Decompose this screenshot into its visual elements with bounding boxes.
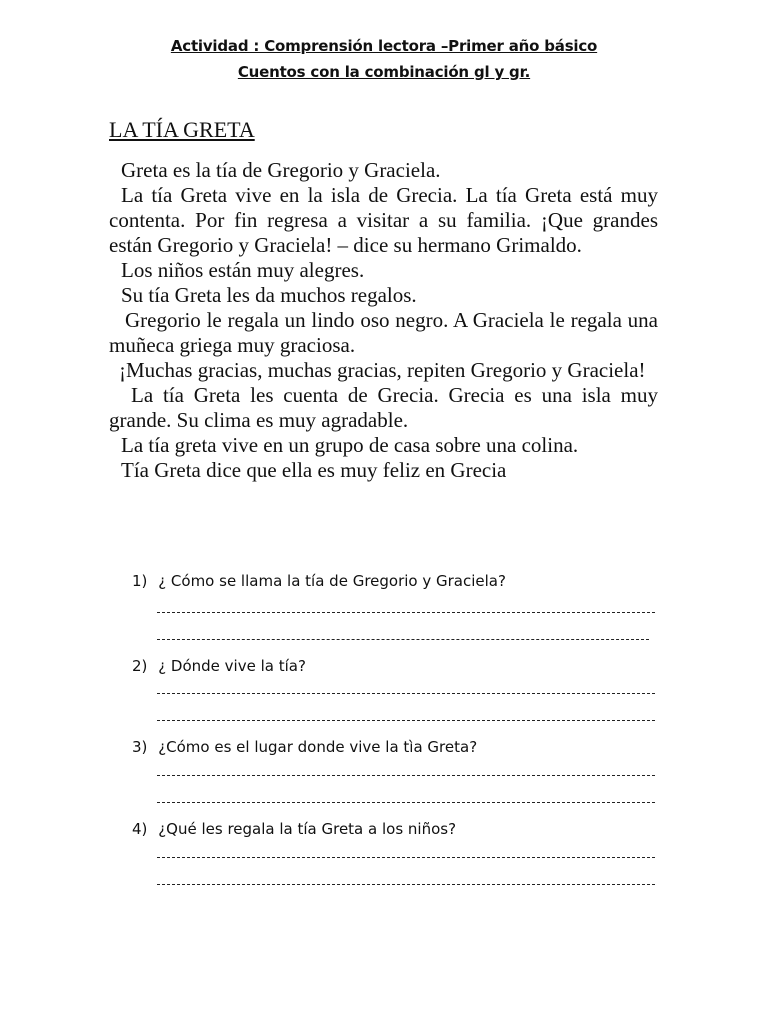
question-number: 1): [132, 572, 148, 590]
answer-line[interactable]: [157, 693, 655, 694]
question-4: [132, 820, 456, 838]
story-paragraph: La tía greta vive en un grupo de casa sobre una colina.: [121, 433, 579, 457]
story-paragraph: La tía Greta les cuenta de Grecia. Grecia es una isla muy grande. Su clima es muy agradable.: [109, 383, 658, 432]
story-paragraph: Los niños están muy alegres.: [121, 258, 365, 282]
question-text: ¿ Cómo se llama la tía de Gregorio y Graciela?: [158, 572, 506, 590]
answer-line[interactable]: [157, 612, 655, 613]
story-paragraph: Tía Greta dice que ella es muy feliz en Grecia: [121, 458, 507, 482]
question-number: 3): [132, 738, 148, 756]
worksheet-subheading: Cuentos con la combinación gl y gr.: [237, 63, 531, 81]
story-paragraph: Gregorio le regala un lindo oso negro. A Graciela le regala una muñeca griega muy graciosa.: [109, 308, 658, 357]
answer-line[interactable]: [157, 857, 655, 858]
story-paragraph: Su tía Greta les da muchos regalos.: [121, 283, 417, 307]
answer-line[interactable]: [157, 802, 655, 803]
story-paragraph: ¡Muchas gracias, muchas gracias, repiten Gregorio y Graciela!: [119, 358, 646, 382]
question-number: 2): [132, 657, 148, 675]
answer-line[interactable]: [157, 775, 655, 776]
question-3: [132, 738, 477, 756]
story-body: [109, 158, 658, 483]
story-paragraph: Greta es la tía de Gregorio y Graciela.: [121, 158, 441, 182]
answer-line[interactable]: [157, 884, 655, 885]
answer-line[interactable]: [157, 639, 649, 640]
worksheet-heading: Actividad : Comprensión lectora –Primer año básico: [170, 37, 598, 55]
question-number: 4): [132, 820, 148, 838]
question-text: ¿Qué les regala la tía Greta a los niños?: [158, 820, 457, 838]
question-text: ¿ Dónde vive la tía?: [158, 657, 306, 675]
question-2: [132, 657, 306, 675]
story-title: LA TÍA GRETA: [109, 117, 255, 142]
story-paragraph: La tía Greta vive en la isla de Grecia. La tía Greta está muy contenta. Por fin regresa a visitar a su familia. ¡Que grandes están Gregorio y Graciela! – dice su hermano Grimaldo.: [109, 183, 658, 257]
question-1: [132, 572, 506, 590]
answer-line[interactable]: [157, 720, 655, 721]
question-text: ¿Cómo es el lugar donde vive la tìa Greta?: [158, 738, 478, 756]
